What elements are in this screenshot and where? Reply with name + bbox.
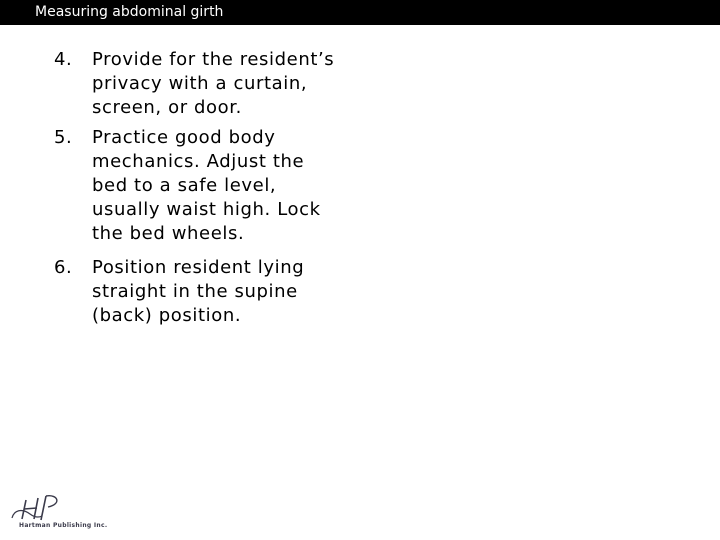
step-line: straight in the supine (92, 281, 298, 302)
step-line: screen, or door. (92, 97, 242, 118)
step-text (92, 126, 372, 246)
step-text (92, 48, 372, 120)
step-number: 6. (54, 257, 73, 278)
step-line: mechanics. Adjust the (92, 151, 305, 172)
step-line: privacy with a curtain, (92, 73, 308, 94)
step-line: usually waist high. Lock (92, 199, 321, 220)
slide-title: Measuring abdominal girth (35, 4, 224, 20)
publisher-logo (8, 492, 112, 532)
step-line: Provide for the resident’s (92, 49, 335, 70)
step-number: 5. (54, 127, 73, 148)
step-line: (back) position. (92, 305, 242, 326)
hp-monogram-icon (8, 492, 112, 524)
step-text (92, 256, 372, 328)
step-line: bed to a safe level, (92, 175, 277, 196)
step-number: 4. (54, 49, 73, 70)
step-line: Position resident lying (92, 257, 305, 278)
step-line: the bed wheels. (92, 223, 245, 244)
publisher-name: Hartman Publishing Inc. (19, 522, 108, 529)
step-line: Practice good body (92, 127, 276, 148)
